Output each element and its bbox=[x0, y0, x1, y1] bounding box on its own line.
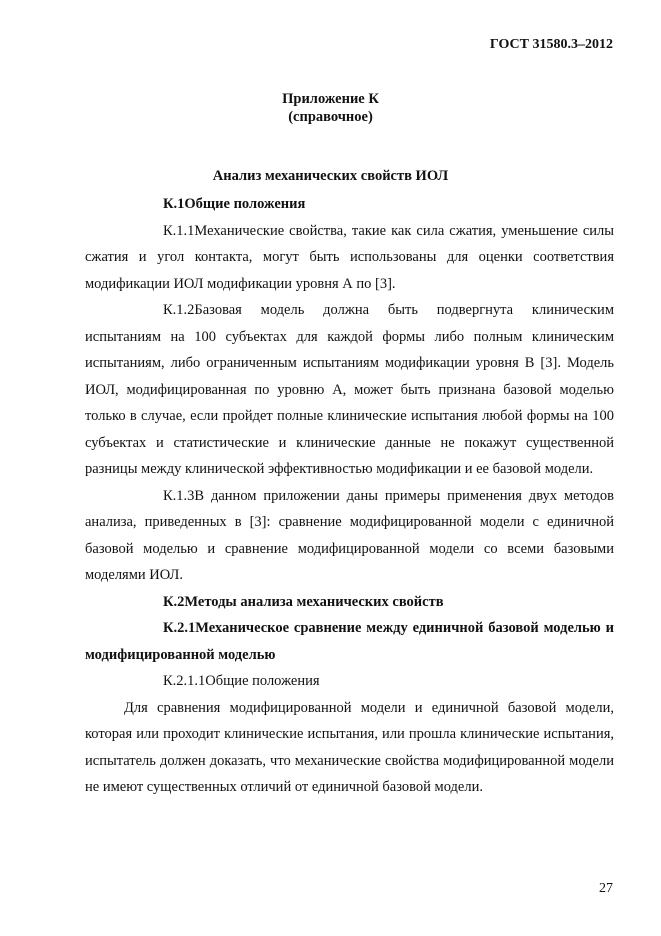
clause-number: К.1.3 bbox=[163, 487, 195, 504]
heading-text: Общие положения bbox=[184, 196, 306, 212]
paragraph-k11 bbox=[85, 218, 614, 298]
appendix-heading bbox=[0, 90, 661, 126]
heading-k1 bbox=[85, 191, 614, 218]
appendix-title: Приложение К bbox=[282, 91, 379, 107]
clause-text: В данном приложении даны примеры применения двух методов анализа, приведенных в [3]: сравнение модифицированной модели с единичной базовой моделью и сравнение модифицированной модели со всеми базовыми моделями ИОЛ. bbox=[85, 487, 614, 583]
clause-text: Базовая модель должна быть подвергнута клиническим испытаниям на 100 субъектах для каждой формы либо полным клиническим испытаниям, либо ограниченным испытаниям модификации уровня В [3]. Модель ИОЛ, модифицированная по уровню А, может быть признана базовой моделью только в случае, если пройдет полные клинические испытания любой формы на 100 субъектах и статистические и клинические данные не покажут существенной разницы между клинической эффективностью модификации и ее базовой модели. bbox=[85, 302, 614, 477]
clause-text: Общие положения bbox=[205, 673, 320, 689]
section-title: Анализ механических свойств ИОЛ bbox=[212, 168, 449, 184]
heading-text: Механическое сравнение между единичной базовой моделью и модифицированной моделью bbox=[85, 620, 614, 663]
standard-code: ГОСТ 31580.3–2012 bbox=[489, 37, 613, 52]
paragraph-k13 bbox=[85, 483, 614, 589]
document-body bbox=[85, 191, 614, 801]
paragraph-k211-body: Для сравнения модифицированной модели и единичной базовой модели, которая или проходит клинические испытания, или прошла клинические испытания, испытатель должен доказать, что механические свойства модифицированной модели не имеют существенных отличий от единичной базовой модели. bbox=[85, 699, 614, 795]
heading-k21 bbox=[85, 615, 614, 668]
heading-number: К.2.1 bbox=[163, 620, 196, 636]
heading-k2 bbox=[85, 589, 614, 616]
clause-text: Механические свойства, такие как сила сжатия, уменьшение силы сжатия и угол контакта, могут быть использованы для оценки соответствия модификации ИОЛ модификации уровня А по [3]. bbox=[85, 222, 614, 292]
paragraph-k12 bbox=[85, 297, 614, 483]
page-number: 27 bbox=[599, 881, 613, 896]
heading-number: К.2 bbox=[163, 593, 185, 610]
appendix-subtitle: (справочное) bbox=[288, 109, 373, 125]
heading-k211 bbox=[85, 668, 614, 695]
clause-number: К.2.1.1 bbox=[163, 673, 206, 689]
heading-text: Методы анализа механических свойств bbox=[184, 593, 444, 610]
clause-number: К.1.2 bbox=[163, 302, 195, 318]
heading-number: К.1 bbox=[163, 196, 185, 212]
clause-number: К.1.1 bbox=[163, 222, 195, 239]
